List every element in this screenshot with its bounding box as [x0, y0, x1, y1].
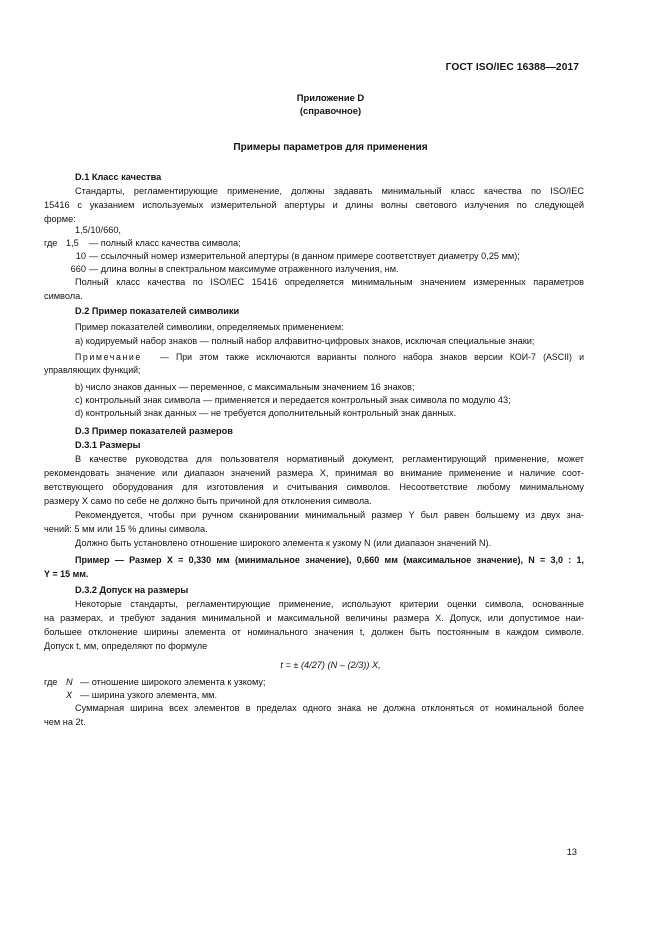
tolerance-formula: t = ± (4/27) (N – (2/3)) X, — [280, 660, 381, 670]
d1-paragraph-line: Полный класс качества по ISO/IEC 15416 определяется минимальным значением измеренных параметров — [75, 277, 584, 287]
where-label: где — [44, 238, 58, 248]
list-item-c: c) контрольный знак символа — применяется и передается контрольный знак символа по модулю 43; — [75, 395, 511, 405]
def-number: 10 — [75, 251, 86, 261]
annex-subtitle: (справочное) — [299, 105, 362, 116]
annex-title: Приложение D — [296, 92, 365, 103]
d32-paragraph-line: большее отклонение ширины элемента от номинального значения t, должен быть постоянным в каждом символе. — [44, 627, 584, 637]
d1-paragraph-line: форме: — [44, 214, 76, 224]
def-text: — полный класс качества символа; — [89, 238, 241, 248]
def-symbol: X — [66, 690, 73, 700]
d31-paragraph-line: ветствующего оборудования для изготовления и считывания символов. Несоответствие любому минимальному — [44, 482, 584, 492]
list-item-b: b) число знаков данных — переменное, с максимальным значением 16 знаков; — [75, 382, 415, 392]
d1-paragraph-line: символа. — [44, 291, 83, 301]
def-text: — ширина узкого элемента, мм. — [80, 690, 218, 700]
where-label: где — [44, 677, 58, 687]
section-d3-title: D.3 Пример показателей размеров — [75, 426, 233, 436]
d1-paragraph-line: 15416 с указанием используемых измерительной апертуры и длины волны светового излучения по следующей — [44, 200, 584, 210]
d31-paragraph-line: размеру X само по себе не должно быть причиной для отклонения символа. — [44, 496, 372, 506]
list-item-a: a) кодируемый набор знаков — полный набор алфавитно-цифровых знаков, исключая специальные знаки; — [75, 336, 535, 346]
d31-paragraph-line: В качестве руководства для пользователя нормативный документ, регламентирующий применение, может — [75, 454, 584, 464]
note-text-line: — При этом также исключаются варианты полного набора знаков версии КОИ-7 (ASCII) и — [160, 352, 584, 362]
d31-paragraph-line: Должно быть установлено отношение широкого элемента к узкому N (или диапазон значений N). — [75, 538, 492, 548]
note-label: Примечание — [75, 352, 142, 362]
d32-paragraph-line: на размерах, и требуют задания минимальной и максимальной величины размера X. Допуск, или допустимое наи- — [44, 613, 584, 623]
def-number: 660 — [70, 264, 86, 274]
d31-paragraph-line: Рекомендуется, чтобы при ручном сканировании минимальный размер Y был равен большему из двух зна- — [75, 510, 584, 520]
section-d2-title: D.2 Пример показателей символики — [75, 306, 240, 316]
annex-heading: Примеры параметров для применения — [233, 142, 428, 153]
page-number: 13 — [566, 846, 577, 857]
subsection-d32-title: D.3.2 Допуск на размеры — [75, 585, 189, 595]
d32-paragraph-line: чем на 2t. — [44, 717, 86, 727]
d32-paragraph-line: Допуск t, мм, определяют по формуле — [44, 641, 208, 651]
def-number: 1,5 — [66, 238, 79, 248]
def-symbol: N — [66, 677, 73, 687]
def-text: — отношение широкого элемента к узкому; — [80, 677, 266, 687]
d32-paragraph-line: Некоторые стандарты, регламентирующие применение, используют критерии оценки символа, основанные — [75, 599, 584, 609]
d31-paragraph-line: рекомендовать значение или диапазон значений размера X, принимая во внимание применение и наличие соот- — [44, 468, 584, 478]
def-text: — ссылочный номер измерительной апертуры (в данном примере соответствует диаметру 0,25 мм); — [89, 251, 520, 261]
example-line: Y = 15 мм. — [44, 569, 89, 579]
d31-paragraph-line: чений: 5 мм или 15 % длины символа. — [44, 524, 208, 534]
section-d1-title: D.1 Класс качества — [75, 172, 162, 182]
d2-intro: Пример показателей символики, определяемых применением: — [75, 322, 344, 332]
list-item-d: d) контрольный знак данных — не требуется дополнительный контрольный знак данных. — [75, 408, 457, 418]
standard-header: ГОСТ ISO/IEC 16388—2017 — [445, 62, 579, 73]
note-text-line: управляющих функций; — [44, 365, 141, 375]
d1-paragraph-line: Стандарты, регламентирующие применение, должны задавать минимальный класс качества по ISO/IEC — [75, 186, 584, 196]
def-text: — длина волны в спектральном максимуме отраженного излучения, нм. — [89, 264, 399, 274]
d32-paragraph-line: Суммарная ширина всех элементов в пределах одного знака не должна отклоняться от номинальной более — [75, 703, 584, 713]
subsection-d31-title: D.3.1 Размеры — [75, 440, 141, 450]
example-line: Пример — Размер X = 0,330 мм (минимальное значение), 0,660 мм (максимальное значение), N = 3,0 : 1, — [75, 555, 584, 565]
quality-format: 1,5/10/660, — [75, 225, 121, 235]
